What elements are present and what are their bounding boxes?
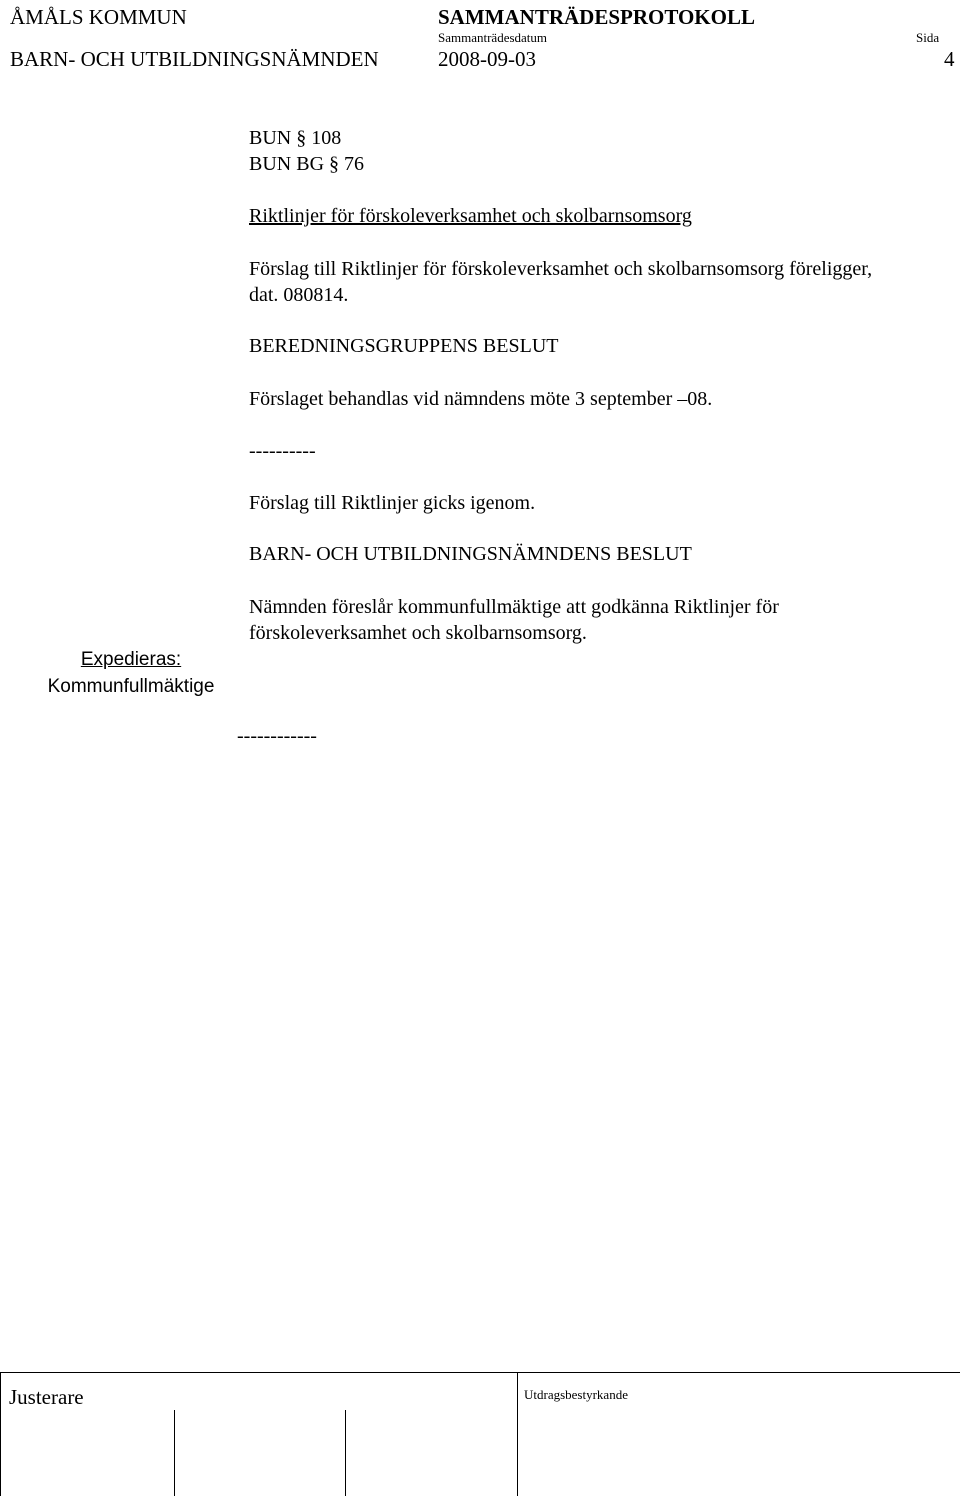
separator-1: ---------- (249, 440, 316, 462)
footer-left-border (0, 1372, 1, 1496)
page-number: 4 (944, 47, 955, 71)
intro-line-2: dat. 080814. (249, 284, 349, 306)
footer-divider-3 (517, 1372, 518, 1496)
expedition-recipient: Kommunfullmäktige (47, 676, 215, 697)
paragraph-ref-bun: BUN § 108 (249, 127, 342, 149)
intro-line-1: Förslag till Riktlinjer för förskoleverksamhet och skolbarnsomsorg föreligger, (249, 258, 873, 280)
footer-divider-1 (174, 1410, 175, 1496)
document-type: SAMMANTRÄDESPROTOKOLL (438, 5, 755, 29)
page-label: Sida (916, 30, 940, 45)
board-decision-line-2: förskoleverksamhet och skolbarnsomsorg. (249, 622, 587, 644)
subject-title: Riktlinjer för förskoleverksamhet och skolbarnsomsorg (249, 205, 692, 227)
meeting-date: 2008-09-03 (438, 47, 536, 71)
review-text: Förslag till Riktlinjer gicks igenom. (249, 492, 536, 514)
adjusters-label: Justerare (9, 1385, 84, 1409)
working-group-heading: BEREDNINGSGRUPPENS BESLUT (249, 335, 559, 357)
expedition-label: Expedieras: (80, 649, 182, 670)
municipality-name: ÅMÅLS KOMMUN (10, 5, 187, 29)
meeting-date-label: Sammanträdesdatum (438, 30, 548, 45)
board-decision-line-1: Nämnden föreslår kommunfullmäktige att godkänna Riktlinjer för (249, 596, 779, 618)
separator-2: ------------ (237, 725, 317, 747)
certification-label: Utdragsbestyrkande (524, 1387, 628, 1402)
board-decision-heading: BARN- OCH UTBILDNINGSNÄMNDENS BESLUT (249, 543, 692, 565)
expedition-block (0, 646, 262, 700)
footer-divider-2 (345, 1410, 346, 1496)
working-group-text: Förslaget behandlas vid nämndens möte 3 september –08. (249, 388, 713, 410)
footer-top-border (0, 1372, 960, 1373)
paragraph-ref-bun-bg: BUN BG § 76 (249, 153, 365, 175)
board-name: BARN- OCH UTBILDNINGSNÄMNDEN (10, 47, 379, 71)
